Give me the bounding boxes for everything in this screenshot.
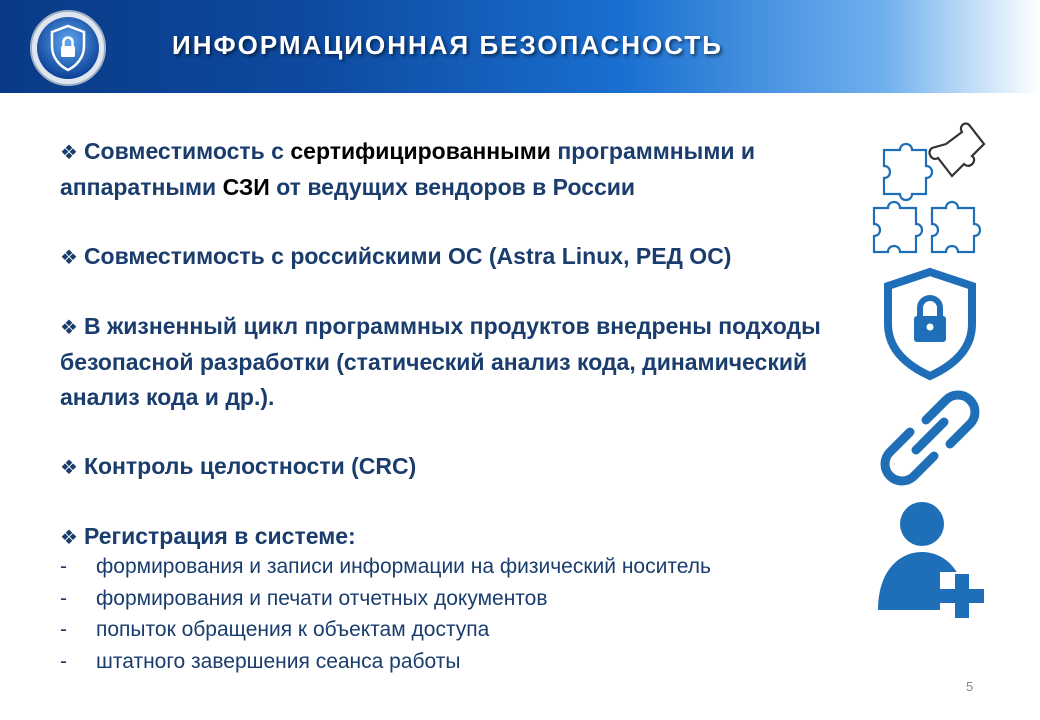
- bullet-glyph: ❖: [60, 455, 78, 479]
- paragraph-compatibility-os: ❖ Совместимость с российскими ОС (Astra Linux, РЕД ОС): [60, 243, 732, 269]
- list-item: - формирования и печати отчетных документов: [60, 586, 548, 610]
- puzzle-icon: [874, 124, 984, 252]
- paragraph-registration: ❖ Регистрация в системе:: [60, 523, 356, 549]
- shield-lock-icon: [28, 8, 108, 88]
- user-add-icon: [878, 502, 984, 620]
- list-item: - попыток обращения к объектам доступа: [60, 618, 490, 641]
- bullet-glyph: ❖: [60, 315, 78, 339]
- registration-list: [60, 551, 850, 677]
- list-item: - формирования и записи информации на физический носитель: [60, 555, 711, 578]
- bullet-glyph: ❖: [60, 525, 78, 549]
- page-number: 5: [966, 679, 974, 694]
- bullet-glyph: ❖: [60, 140, 78, 164]
- side-icons: [866, 120, 996, 640]
- bullet-glyph: ❖: [60, 245, 78, 269]
- paragraph-secure-development: ❖ В жизненный цикл программных продуктов внедрены подходы безопасной разработки (статический анализ кода, динамический анализ кода и др.).: [60, 313, 821, 410]
- paragraph-compatibility-szi: ❖ Совместимость с сертифицированными программными и аппаратными СЗИ от ведущих вендоров в России: [60, 138, 755, 200]
- paragraph-integrity-control: ❖ Контроль целостности (CRC): [60, 453, 417, 479]
- list-item: - штатного завершения сеанса работы: [60, 649, 461, 673]
- header-banner: [0, 0, 1040, 93]
- chain-link-icon: [885, 395, 975, 481]
- shield-lock-icon: [888, 272, 972, 376]
- page-title: ИНФОРМАЦИОННАЯ БЕЗОПАСНОСТЬ: [172, 30, 723, 60]
- main-content: [60, 134, 850, 677]
